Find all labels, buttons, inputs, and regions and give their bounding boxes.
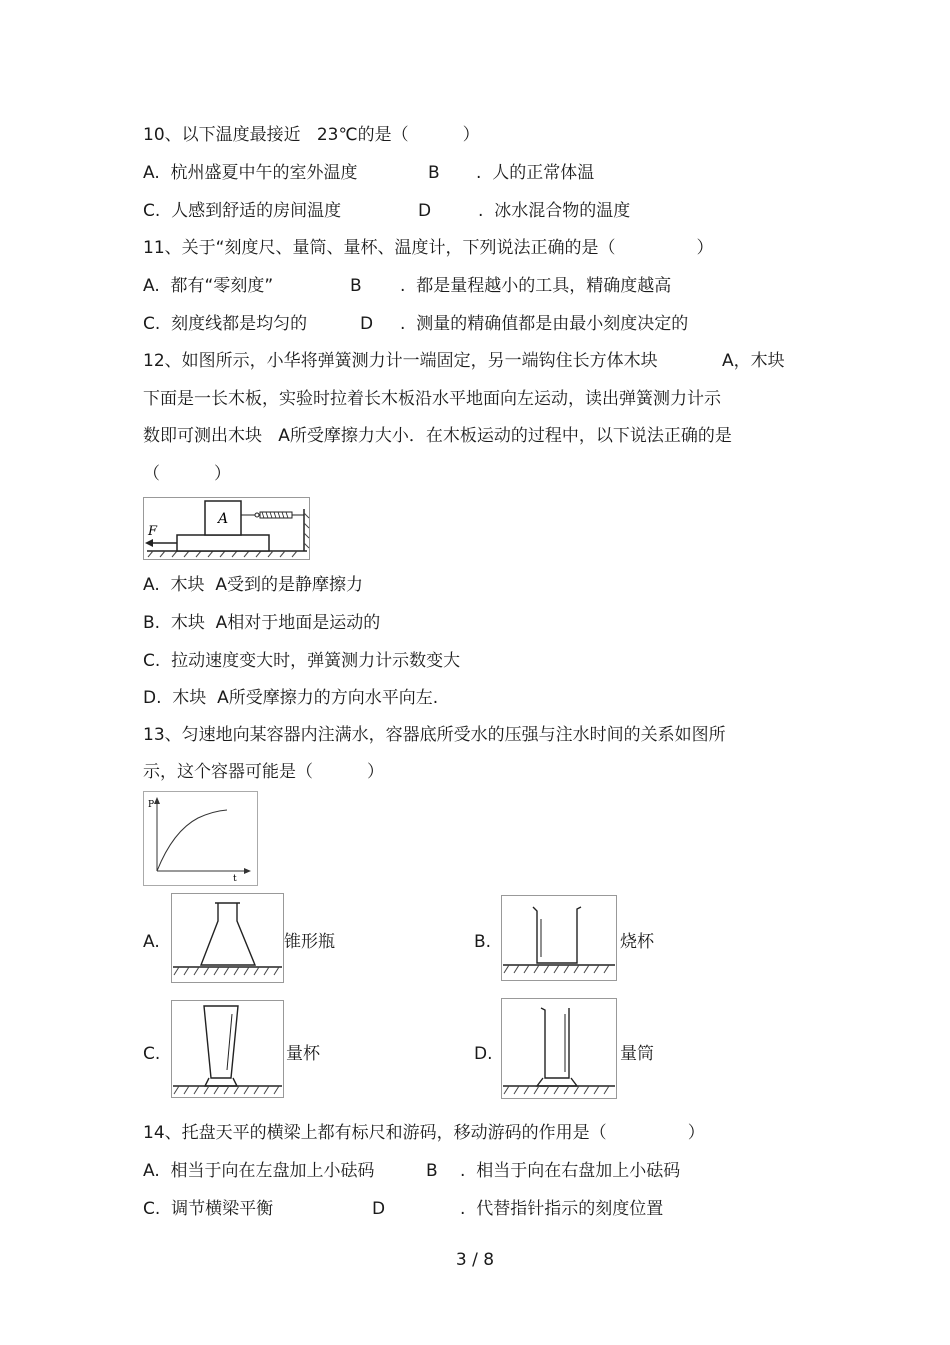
q14-option-d: . 代替指针指示的刻度位置 xyxy=(460,1199,664,1219)
q12-stem-line-1b: A，木块 xyxy=(722,351,785,371)
q13-option-d-label: 量筒 xyxy=(620,1044,654,1064)
q10-option-d-letter: D xyxy=(418,201,432,221)
q13-stem-line-2: 示，这个容器可能是（ ） xyxy=(143,762,385,782)
page-number: 3 / 8 xyxy=(455,1250,495,1270)
q13-stem-line-1: 13、匀速地向某容器内注满水，容器底所受水的压强与注水时间的关系如图所 xyxy=(143,725,726,745)
q13-beaker-image xyxy=(501,895,617,981)
q12-option-a: A. 木块 A受到的是静摩擦力 xyxy=(143,575,363,595)
q12-stem-line-1: 12、如图所示，小华将弹簧测力计一端固定，另一端钩住长方体木块 xyxy=(143,351,658,371)
q13-option-b-label: 烧杯 xyxy=(620,932,654,952)
q10-option-a: A. 杭州盛夏中午的室外温度 xyxy=(143,163,358,183)
q11-option-a: A. 都有“零刻度” xyxy=(143,276,274,296)
q13-option-c-letter: C. xyxy=(143,1044,161,1064)
q12-stem-line-3: 数即可测出木块 A所受摩擦力大小．在木板运动的过程中，以下说法正确的是 xyxy=(143,426,732,446)
q12-block-label: A xyxy=(217,511,229,527)
q13-graph-y-label: P xyxy=(148,800,155,810)
q13-pressure-time-graph xyxy=(143,791,258,886)
q14-option-a: A. 相当于向在左盘加上小砝码 xyxy=(143,1161,375,1181)
q11-option-b: . 都是量程越小的工具，精确度越高 xyxy=(400,276,672,296)
q12-force-label: F xyxy=(148,524,158,539)
q14-option-b: . 相当于向在右盘加上小砝码 xyxy=(460,1161,681,1181)
q14-option-b-letter: B xyxy=(426,1161,438,1181)
q13-option-d-letter: D. xyxy=(474,1044,493,1064)
q10-option-d: . 冰水混合物的温度 xyxy=(478,201,631,221)
q11-stem: 11、关于“刻度尺、量筒、量杯、温度计，下列说法正确的是（ ） xyxy=(143,238,714,258)
q13-option-a-letter: A. xyxy=(143,932,160,952)
q11-option-d: . 测量的精确值都是由最小刻度决定的 xyxy=(400,314,689,334)
q10-option-c: C. 人感到舒适的房间温度 xyxy=(143,201,342,221)
q12-option-b: B. 木块 A相对于地面是运动的 xyxy=(143,613,381,633)
q12-stem-line-4: （ ） xyxy=(143,464,232,484)
q14-stem: 14、托盘天平的横梁上都有标尺和游码，移动游码的作用是（ ） xyxy=(143,1123,705,1143)
q11-option-c: C. 刻度线都是均匀的 xyxy=(143,314,308,334)
q10-stem: 10、以下温度最接近 23℃的是（ ） xyxy=(143,125,480,145)
q11-option-d-letter: D xyxy=(360,314,374,334)
q12-option-c: C. 拉动速度变大时，弹簧测力计示数变大 xyxy=(143,651,461,671)
q12-stem-line-2: 下面是一长木板，实验时拉着长木板沿水平地面向左运动，读出弹簧测力计示 xyxy=(143,389,721,409)
q12-friction-figure xyxy=(143,497,310,560)
q13-measuring-cup-image xyxy=(171,1000,284,1098)
q10-option-b-letter: B xyxy=(428,163,440,183)
q13-graph-x-label: t xyxy=(233,874,237,884)
q13-option-b-letter: B. xyxy=(474,932,492,952)
q13-option-a-label: 锥形瓶 xyxy=(284,932,335,952)
q13-cylinder-image xyxy=(501,998,617,1099)
q13-flask-image xyxy=(171,893,284,983)
q14-option-d-letter: D xyxy=(372,1199,386,1219)
q12-option-d: D. 木块 A所受摩擦力的方向水平向左. xyxy=(143,688,439,708)
q11-option-b-letter: B xyxy=(350,276,362,296)
q10-option-b: . 人的正常体温 xyxy=(476,163,595,183)
q14-option-c: C. 调节横梁平衡 xyxy=(143,1199,274,1219)
q13-option-c-label: 量杯 xyxy=(286,1044,320,1064)
